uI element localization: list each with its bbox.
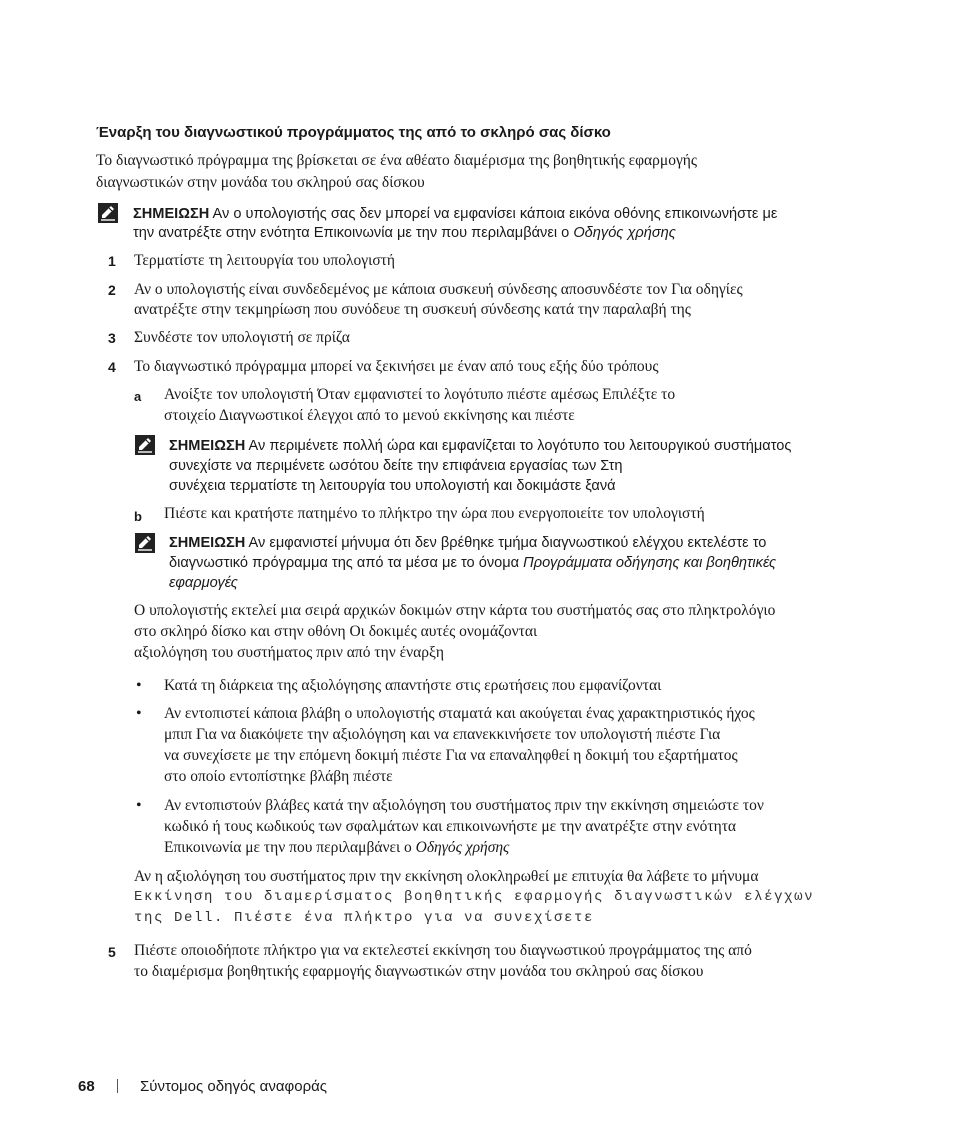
drivers-media-title: Προγράμματα οδήγησης και βοηθητικές — [523, 555, 777, 571]
substep-a-line-1: Ανοίξτε τον υπολογιστή Όταν εμφανιστεί το λογότυπο πιέστε αμέσως Επιλέξτε το — [164, 386, 676, 403]
user-guide-title: Οδηγός χρήσης — [415, 839, 510, 856]
note-2-line-1-text: Αν περιμένετε πολλή ώρα και εμφανίζεται το λογότυπο του λειτουργικού συστήματος — [248, 438, 792, 454]
note-1-line-2-text: την ανατρέξτε στην ενότητα Επικοινωνία με την που περιλαμβάνει ο — [133, 225, 574, 241]
step-3-text: Συνδέστε τον υπολογιστή σε πρίζα — [134, 329, 350, 346]
step-4-text: Το διαγνωστικό πρόγραμμα μπορεί να ξεκινήσει με έναν από τους εξής δύο τρόπους — [134, 358, 659, 375]
bullet-1-text: Κατά τη διάρκεια της αξιολόγησης απαντήστε στις ερωτήσεις που εμφανίζονται — [164, 677, 662, 694]
note-pencil-icon — [97, 202, 119, 230]
footer-title: Σύντομος οδηγός αναφοράς — [140, 1078, 328, 1095]
step-2-line-1: Αν ο υπολογιστής είναι συνδεδεμένος με κάποια συσκευή σύνδεσης αποσυνδέστε τον Για οδηγίες — [134, 281, 743, 298]
intro-line-1: Το διαγνωστικό πρόγραμμα της βρίσκεται σε ένα αθέατο διαμέρισμα της βοηθητικής εφαρμογής — [96, 152, 698, 169]
step-number: 5 — [108, 944, 116, 960]
substep-a-line-2: στοιχείο Διαγνωστικοί έλεγχοι από το μενού εκκίνησης και πιέστε — [164, 407, 575, 424]
success-message-line-2: της Dell. Πιέστε ένα πλήκτρο για να συνεχίσετε — [134, 910, 595, 926]
bullet-2-line-1: Αν εντοπιστεί κάποια βλάβη ο υπολογιστής σταματά και ακούγεται ένας χαρακτηριστικός ήχος — [164, 705, 755, 722]
note-3-line-2 — [169, 553, 869, 573]
note-2-line-2: συνεχίστε να περιμένετε ωσότου δείτε την επιφάνεια εργασίας των Στη — [169, 458, 623, 474]
substep-letter: b — [134, 509, 142, 524]
note-pencil-icon — [134, 434, 156, 462]
note-3-line-3: εφαρμογές — [169, 575, 238, 591]
user-guide-title: Οδηγός χρήσης — [573, 225, 676, 241]
note-3-line-1 — [169, 533, 869, 553]
assessment-line-1: Ο υπολογιστής εκτελεί μια σειρά αρχικών δοκιμών στην κάρτα του συστήματός σας στο πληκτρολόγιο — [134, 602, 776, 619]
note-2-line-3: συνέχεια τερματίστε τη λειτουργία του υπολογιστή και δοκιμάστε ξανά — [169, 478, 616, 494]
bullet-3-line-2: κωδικό ή τους κωδικούς των σφαλμάτων και επικοινωνήστε με την ανατρέξτε στην ενότητα — [164, 818, 737, 835]
note-label: ΣΗΜΕΙΩΣΗ — [133, 206, 210, 222]
bullet: • — [136, 797, 142, 814]
bullet: • — [136, 705, 142, 722]
step-2-line-2: ανατρέξτε στην τεκμηρίωση που συνόδευε τη συσκευή σύνδεσης κατά την παραλαβή της — [134, 301, 691, 318]
step-5-line-1: Πιέστε οποιοδήποτε πλήκτρο για να εκτελεστεί εκκίνηση του διαγνωστικού προγράμματος της από — [134, 942, 752, 959]
success-message-line-1: Εκκίνηση του διαμερίσματος βοηθητικής εφαρμογής διαγνωστικών ελέγχων — [134, 889, 815, 905]
step-number: 1 — [108, 253, 116, 269]
bullet-2-line-4: στο οποίο εντοπίστηκε βλάβη πιέστε — [164, 768, 393, 785]
note-label: ΣΗΜΕΙΩΣΗ — [169, 438, 246, 454]
step-number: 2 — [108, 282, 116, 298]
step-5-line-2: το διαμέρισμα βοηθητικής εφαρμογής διαγνωστικών στην μονάδα του σκληρού σας δίσκου — [134, 963, 704, 980]
note-3-line-2-text: διαγνωστικό πρόγραμμα της από τα μέσα με το όνομα — [169, 555, 524, 571]
bullet-3-line-1: Αν εντοπιστούν βλάβες κατά την αξιολόγηση του συστήματος πριν την εκκίνηση σημειώστε τον — [164, 797, 764, 814]
success-line-1: Αν η αξιολόγηση του συστήματος πριν την εκκίνηση ολοκληρωθεί με επιτυχία θα λάβετε το μήνυμα — [134, 868, 759, 885]
step-number: 4 — [108, 359, 116, 375]
page-number: 68 — [78, 1078, 95, 1095]
bullet: • — [136, 677, 142, 694]
bullet-3-line-3 — [164, 837, 509, 858]
section-heading: Έναρξη του διαγνωστικού προγράμματος της από το σκληρό σας δίσκο — [96, 124, 611, 141]
bullet-2-line-3: να συνεχίσετε με την επόμενη δοκιμή πιέστε Για να επαναληφθεί η δοκιμή του εξαρτήματος — [164, 747, 738, 764]
assessment-line-3: αξιολόγηση του συστήματος πριν από την έναρξη — [134, 644, 444, 661]
intro-line-2: διαγνωστικών στην μονάδα του σκληρού σας δίσκου — [96, 174, 425, 191]
assessment-line-2: στο σκληρό δίσκο και στην οθόνη Οι δοκιμές αυτές ονομάζονται — [134, 623, 538, 640]
note-3-line-1-text: Αν εμφανιστεί μήνυμα ότι δεν βρέθηκε τμήμα διαγνωστικού ελέγχου εκτελέστε το — [248, 535, 767, 551]
note-label: ΣΗΜΕΙΩΣΗ — [169, 535, 246, 551]
substep-b-text: Πιέστε και κρατήστε πατημένο το πλήκτρο την ώρα που ενεργοποιείτε τον υπολογιστή — [164, 505, 705, 522]
step-number: 3 — [108, 330, 116, 346]
note-1-line-1: Αν ο υπολογιστής σας δεν μπορεί να εμφανίσει κάποια εικόνα οθόνης επικοινωνήστε με — [212, 206, 778, 222]
note-2-line-1 — [169, 436, 869, 456]
note-1-line-2 — [133, 223, 873, 243]
footer-divider — [117, 1079, 118, 1093]
step-1-text: Τερματίστε τη λειτουργία του υπολογιστή — [134, 252, 396, 269]
substep-letter: a — [134, 389, 142, 404]
bullet-3-line-3-text: Επικοινωνία με την που περιλαμβάνει ο — [164, 839, 416, 856]
note-1 — [133, 204, 873, 224]
note-pencil-icon — [134, 532, 156, 560]
bullet-2-line-2: μπιπ Για να διακόψετε την αξιολόγηση και να επανεκκινήσετε τον υπολογιστή πιέστε Για — [164, 726, 721, 743]
